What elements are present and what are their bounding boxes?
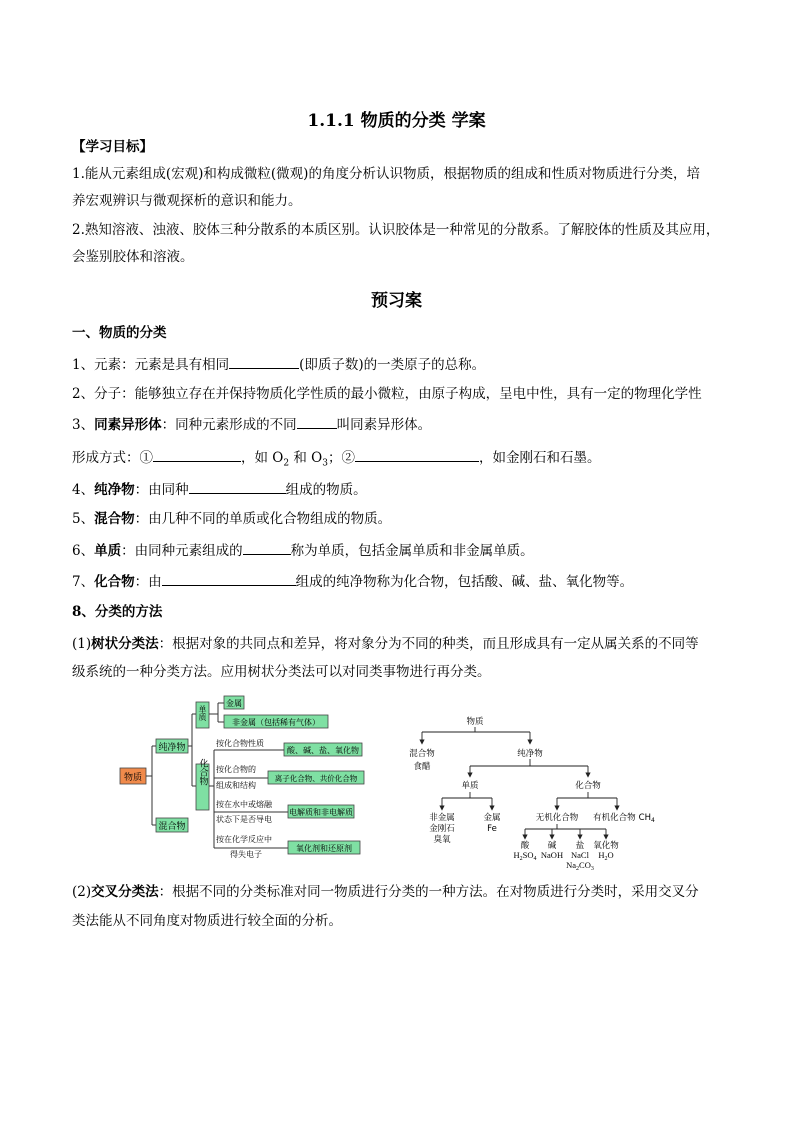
item-compound-text-b: 组成的纯净物称为化合物，包括酸、碱、盐、氧化物等。 <box>295 574 634 590</box>
diagram-label-ionic-covalent: 离子化合物、共价化合物 <box>274 774 358 783</box>
diagram-label-compound: 化合物 <box>197 758 208 786</box>
item-element-text-a: ：由同种元素组成的 <box>121 543 243 559</box>
diagram-label-by-structure-1: 按化合物的 <box>216 765 256 774</box>
formation-text-d: ；② <box>327 450 355 466</box>
item-mixture <box>72 509 391 529</box>
tree-node-inorganic: 无机化合物 <box>535 813 579 823</box>
tree-method-line-1 <box>72 634 699 654</box>
formation-text-b: ，如 O <box>241 450 284 466</box>
tree-node-base: 碱 <box>547 841 557 851</box>
item-compound-text-a: ：由 <box>134 574 162 590</box>
tree-node-oxide: 氧化物 <box>593 841 619 851</box>
subscript: 2 <box>283 458 290 469</box>
tree-node-metal: 金属 <box>483 813 501 823</box>
tree-node-oxide-example: $H_2O$ <box>598 850 614 862</box>
tree-node-organic <box>593 812 655 824</box>
tree-method-text: ：根据对象的共同点和差异，将对象分为不同的种类，而且形成具有一定从属关系的不同等 <box>158 636 699 652</box>
blank-field[interactable] <box>355 447 479 462</box>
item-compound <box>72 571 633 592</box>
item-number: 6、 <box>72 543 95 559</box>
tree-classification-diagram <box>118 694 370 864</box>
diagram-label-root: 物质 <box>123 773 143 783</box>
tree-node-mixture-example: 食醋 <box>413 762 431 772</box>
term-allotrope: 同素异形体 <box>94 417 162 433</box>
tree-node-salt: 盐 <box>575 841 585 851</box>
item-allotrope <box>72 414 431 435</box>
tree-node-salt-example-2: $Na_2CO_3$ <box>566 860 594 870</box>
subscript: 4 <box>651 817 655 824</box>
diagram-label-mixture: 混合物 <box>158 822 186 832</box>
tree-node-element: 单质 <box>461 781 479 791</box>
objective-2-line-2: 会鉴别胶体和溶液。 <box>72 249 194 265</box>
tree-node-compound: 化合物 <box>575 781 601 791</box>
item-number: 4、 <box>72 482 95 498</box>
objective-1-line-1: 1.能从元素组成(宏观)和构成微粒(微观)的角度分析认识物质，根据物质的组成和性质对物质进行分类，培 <box>72 166 700 182</box>
blank-field[interactable] <box>189 479 286 494</box>
item-molecule: 2、分子：能够独立存在并保持物质化学性质的最小微粒，由原子构成，呈电中性，具有一定的物理化学性 <box>72 386 702 402</box>
diagram-label-metal: 金属 <box>226 699 242 708</box>
term-compound: 化合物 <box>94 574 135 590</box>
section-title: 预习案 <box>371 291 422 311</box>
tree-node-nonmetal-example-1: 金刚石 <box>429 824 455 834</box>
tree-node-pure: 纯净物 <box>517 749 543 759</box>
term-element-substance: 单质 <box>94 543 122 559</box>
diagram-label-redox: 氧化剂和还原剂 <box>296 844 352 853</box>
term-mixture: 混合物 <box>94 511 135 527</box>
item-pure-text-a: ：由同种 <box>134 482 189 498</box>
blank-field[interactable] <box>162 571 296 586</box>
term-pure-substance: 纯净物 <box>94 482 135 498</box>
diagram-label-by-conductivity-2: 状态下是否导电 <box>216 815 272 824</box>
diagram-label-nonmetal: 非金属（包括稀有气体） <box>232 718 320 727</box>
diagram-label-element: 单质 <box>198 705 207 721</box>
blank-field[interactable] <box>243 540 291 555</box>
tree-method-line-2: 级系统的一种分类方法。应用树状分类法可以对同类事物进行再分类。 <box>72 664 491 680</box>
objectives-heading: 【学习目标】 <box>72 139 153 155</box>
item-element <box>72 354 485 375</box>
objective-1-line-2: 养宏观辨识与微观探析的意识和能力。 <box>72 193 302 209</box>
tree-node-salt-example-1: NaCl <box>571 850 589 860</box>
item-element-text-a: 1、元素：元素是具有相同 <box>72 357 230 373</box>
tree-node-organic-label: 有机化合物 <box>593 813 636 823</box>
cross-method-line-2: 类法能从不同角度对物质进行较全面的分析。 <box>72 913 342 929</box>
formation-text-c: 和 O <box>289 450 323 466</box>
term-cross-classification: 交叉分类法 <box>91 884 159 900</box>
item-number: 5、 <box>72 511 95 527</box>
item-allotrope-text-b: 叫同素异形体。 <box>336 417 432 433</box>
item-number: 7、 <box>72 574 95 590</box>
tree-node-base-example: NaOH <box>540 850 564 860</box>
blank-field[interactable] <box>153 447 241 462</box>
diagram-label-by-electrons-1: 按在化学反应中 <box>216 835 272 844</box>
diagram-label-by-property: 按化合物性质 <box>216 739 264 748</box>
objective-2-line-1: 2.熟知溶液、浊液、胶体三种分散系的本质区别。认识胶体是一种常见的分散系。了解胶体的性质及其应用， <box>72 222 720 238</box>
cross-method-line-1 <box>72 882 699 902</box>
tree-node-acid: 酸 <box>520 841 530 851</box>
diagram-label-by-conductivity-1: 按在水中或熔融 <box>216 800 272 809</box>
item-element-substance <box>72 540 534 561</box>
tree-node-organic-example: CH <box>638 813 652 823</box>
item-mixture-text: ：由几种不同的单质或化合物组成的物质。 <box>134 511 392 527</box>
term-tree-classification: 树状分类法 <box>91 636 159 652</box>
item-element-text-b: 称为单质，包括金属单质和非金属单质。 <box>290 543 534 559</box>
cross-method-text: ：根据不同的分类标准对同一物质进行分类的一种方法。在对物质进行分类时，采用交叉分 <box>158 884 699 900</box>
tree-node-nonmetal: 非金属 <box>429 813 455 823</box>
substance-tree-diagram <box>402 712 684 870</box>
item-pure-text-b: 组成的物质。 <box>285 482 367 498</box>
item-allotrope-formation <box>72 447 600 474</box>
formation-text-e: ，如金刚石和石墨。 <box>478 450 601 466</box>
tree-node-acid-example: $H_2SO_4$ <box>513 850 537 862</box>
diagram-label-by-structure-2: 组成和结构 <box>216 781 256 790</box>
item-number: (1) <box>72 636 92 652</box>
diagram-label-by-electrons-2: 得失电子 <box>230 850 262 859</box>
item-allotrope-text-a: ：同种元素形成的不同 <box>161 417 297 433</box>
item-number: 3、 <box>72 417 95 433</box>
tree-node-root: 物质 <box>466 717 484 727</box>
subscript: 3 <box>322 458 328 469</box>
formation-text-a: 形成方式：① <box>72 450 153 466</box>
tree-node-nonmetal-example-2: 臭氧 <box>433 835 451 845</box>
diagram-label-electrolytes: 电解质和非电解质 <box>289 808 353 817</box>
item-number: (2) <box>72 884 92 900</box>
part1-heading: 一、物质的分类 <box>72 325 167 341</box>
page-title: 1.1.1 物质的分类 学案 <box>307 111 486 131</box>
item-classification-methods: 8、分类的方法 <box>72 604 163 620</box>
item-element-text-b: (即质子数)的一类原子的总称。 <box>299 357 486 373</box>
diagram-label-acids-bases: 酸、碱、盐、氧化物 <box>287 746 359 755</box>
item-pure-substance <box>72 479 367 500</box>
diagram-label-pure: 纯净物 <box>158 743 186 753</box>
blank-field[interactable] <box>229 354 299 369</box>
tree-node-metal-example: Fe <box>487 824 497 834</box>
blank-field[interactable] <box>297 414 337 429</box>
tree-node-mixture: 混合物 <box>409 749 435 759</box>
